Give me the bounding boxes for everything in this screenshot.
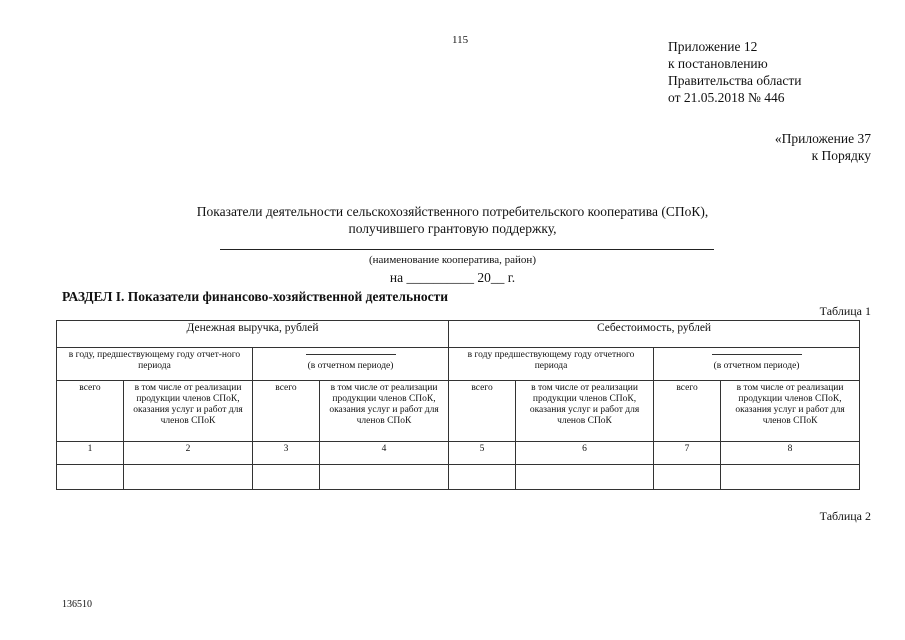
empty-cell	[124, 465, 253, 490]
appendix-line: Правительства области	[668, 73, 802, 88]
document-title	[0, 203, 905, 237]
column-number: 3	[253, 442, 320, 465]
reference-line: к Порядку	[811, 148, 871, 163]
title-line: Показатели деятельности сельскохозяйственного потребительского кооператива (СПоК),	[196, 204, 709, 219]
column-header: всего	[654, 381, 721, 442]
empty-cell	[721, 465, 860, 490]
title-line: получившего грантовую поддержку,	[348, 221, 557, 236]
name-caption: (наименование кооператива, район)	[369, 254, 536, 266]
table-row	[57, 465, 860, 490]
period-line: на __________ 20__ г.	[389, 270, 516, 285]
empty-cell	[449, 465, 516, 490]
empty-cell	[57, 465, 124, 490]
cooperative-name-line	[220, 249, 714, 250]
subgroup-label: (в отчетном периоде)	[713, 361, 800, 371]
appendix-line: от 21.05.2018 № 446	[668, 90, 785, 105]
column-header: всего	[449, 381, 516, 442]
subgroup-header: в году, предшествующему году отчет-ного периода	[57, 348, 253, 381]
group-header-cost: Себестоимость, рублей	[449, 321, 860, 348]
section-title: РАЗДЕЛ I. Показатели финансово-хозяйственной деятельности	[62, 289, 449, 304]
column-header: в том числе от реализации продукции членов СПоК, оказания услуг и работ для членов СПоК	[320, 381, 449, 442]
subgroup-header-period	[253, 348, 449, 381]
underline-blank	[712, 354, 802, 355]
column-number: 5	[449, 442, 516, 465]
footer-code: 136510	[62, 599, 92, 610]
empty-cell	[654, 465, 721, 490]
group-header-revenue: Денежная выручка, рублей	[57, 321, 449, 348]
column-number: 7	[654, 442, 721, 465]
empty-cell	[320, 465, 449, 490]
column-number: 1	[57, 442, 124, 465]
reference-line: «Приложение 37	[774, 131, 871, 146]
column-header: всего	[57, 381, 124, 442]
underline-blank	[306, 354, 396, 355]
appendix-block	[668, 38, 801, 106]
appendix-line: к постановлению	[668, 56, 768, 71]
table1	[56, 320, 860, 490]
reference-block	[775, 130, 871, 164]
subgroup-header-period	[654, 348, 860, 381]
column-number: 8	[721, 442, 860, 465]
column-number: 4	[320, 442, 449, 465]
appendix-line: Приложение 12	[668, 39, 758, 54]
empty-cell	[253, 465, 320, 490]
column-header: в том числе от реализации продукции членов СПоК, оказания услуг и работ для членов СПоК	[124, 381, 253, 442]
page-number: 115	[452, 34, 469, 46]
column-number: 2	[124, 442, 253, 465]
column-header: всего	[253, 381, 320, 442]
column-header: в том числе от реализации продукции членов СПоК, оказания услуг и работ для членов СПоК	[721, 381, 860, 442]
subgroup-header: в году предшествующему году отчетного периода	[449, 348, 654, 381]
column-header: в том числе от реализации продукции членов СПоК, оказания услуг и работ для членов СПоК	[516, 381, 654, 442]
table2-label: Таблица 2	[819, 509, 871, 523]
table1-label: Таблица 1	[819, 304, 871, 318]
subgroup-label: (в отчетном периоде)	[307, 361, 394, 371]
empty-cell	[516, 465, 654, 490]
column-number: 6	[516, 442, 654, 465]
